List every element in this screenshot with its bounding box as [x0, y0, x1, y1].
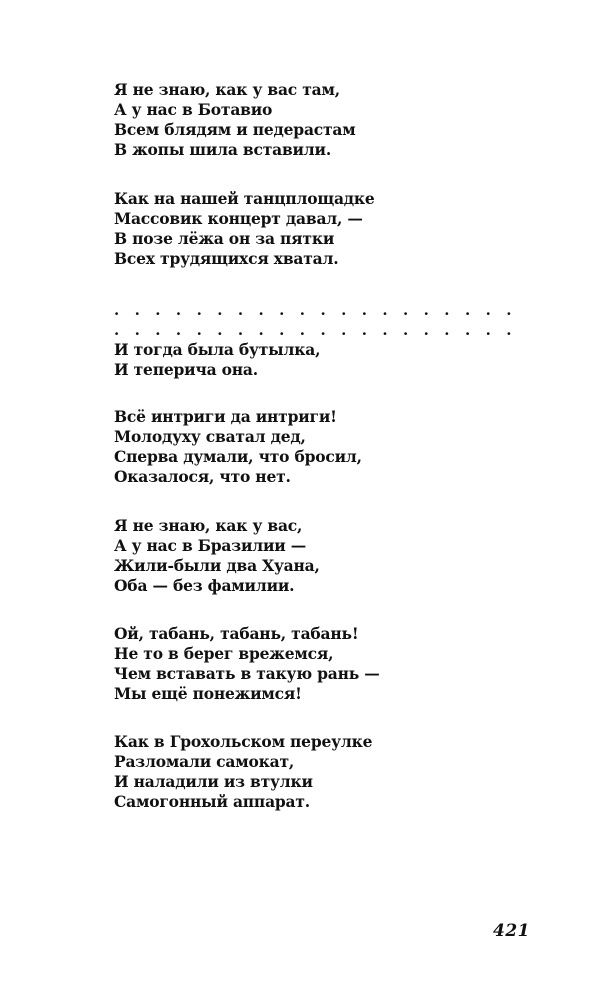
verse-line: Всех трудящихся хватал.	[114, 249, 339, 268]
verse-line: Мы ещё понежимся!	[114, 684, 302, 703]
stanza-5	[114, 516, 320, 596]
verse-line: Молодуху сватал дед,	[114, 427, 306, 446]
verse-line: А у нас в Ботавио	[114, 100, 273, 119]
verse-line: Разломали самокат,	[114, 752, 295, 771]
verse-line: Оба — без фамилии.	[114, 576, 295, 595]
dotted-line: . . . . . . . . . . . . . . . . . . . .	[114, 301, 517, 319]
verse-line: Я не знаю, как у вас там,	[114, 80, 340, 99]
verse-line: И тогда была бутылка,	[114, 340, 321, 359]
verse-line: Ой, табань, табань, табань!	[114, 624, 359, 643]
verse-line: А у нас в Бразилии —	[114, 536, 307, 555]
verse-line: Всем блядям и педерастам	[114, 120, 356, 139]
verse-line: Всё интриги да интриги!	[114, 407, 337, 426]
verse-line: Сперва думали, что бросил,	[114, 447, 362, 466]
verse-line: Как в Грохольском переулке	[114, 732, 373, 751]
verse-line: Как на нашей танцплощадке	[114, 189, 375, 208]
verse-line: В жопы шила вставили.	[114, 140, 332, 159]
verse-line: И наладили из втулки	[114, 772, 313, 791]
stanza-1	[114, 80, 356, 160]
verse-line: Я не знаю, как у вас,	[114, 516, 303, 535]
verse-line: Чем вставать в такую рань —	[114, 664, 380, 683]
verse-line: В позе лёжа он за пятки	[114, 229, 335, 248]
stanza-4	[114, 407, 362, 487]
dotted-line: . . . . . . . . . . . . . . . . . . . .	[114, 321, 517, 339]
stanza-3	[114, 340, 320, 380]
verse-line: Массовик концерт давал, —	[114, 209, 363, 228]
ellipsis-separator	[114, 300, 517, 340]
verse-line: Жили-были два Хуана,	[114, 556, 320, 575]
verse-line: Самогонный аппарат.	[114, 792, 310, 811]
verse-line: Оказалося, что нет.	[114, 467, 291, 486]
page-number: 421	[493, 921, 530, 941]
stanza-6	[114, 624, 380, 704]
verse-line: Не то в берег врежемся,	[114, 644, 334, 663]
stanza-2	[114, 189, 375, 269]
verse-line: И теперича она.	[114, 360, 258, 379]
stanza-7	[114, 732, 372, 812]
